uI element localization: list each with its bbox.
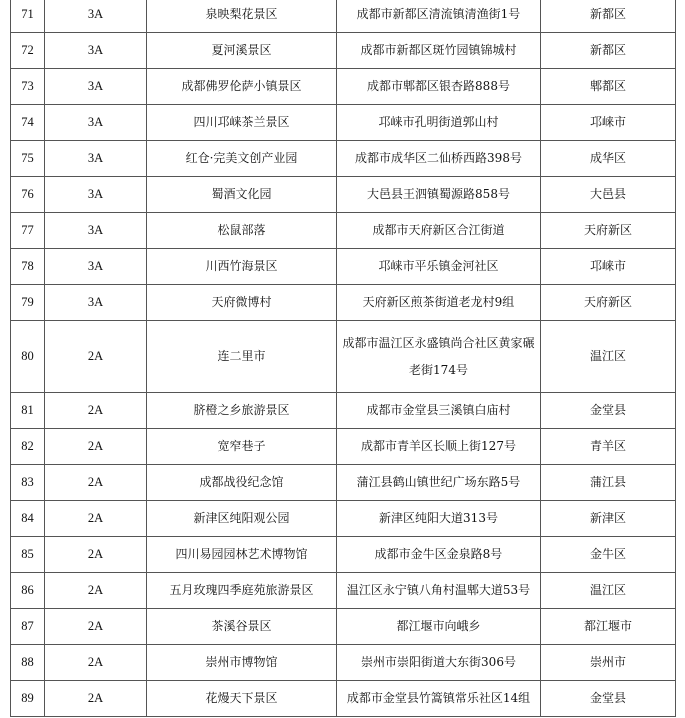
row-district: 新津区 [541,501,676,537]
row-name: 新津区纯阳观公园 [147,501,337,537]
row-level: 2A [45,393,147,429]
row-name: 连二里市 [147,321,337,393]
table-row [11,69,676,105]
row-name: 崇州市博物馆 [147,645,337,681]
row-level: 3A [45,177,147,213]
row-district: 崇州市 [541,645,676,681]
row-address: 成都市青羊区长顺上街127号 [337,429,541,465]
row-name: 松鼠部落 [147,213,337,249]
row-address: 成都市金牛区金泉路8号 [337,537,541,573]
row-district: 大邑县 [541,177,676,213]
table-row [11,609,676,645]
row-address: 成都市成华区二仙桥西路398号 [337,141,541,177]
table-row [11,537,676,573]
row-number: 75 [11,141,45,177]
row-name: 五月玫瑰四季庭苑旅游景区 [147,573,337,609]
row-district: 都江堰市 [541,609,676,645]
row-address: 天府新区煎茶街道老龙村9组 [337,285,541,321]
row-name: 泉映梨花景区 [147,0,337,33]
table-row [11,681,676,717]
table-row [11,249,676,285]
row-name: 成都佛罗伦萨小镇景区 [147,69,337,105]
table-row [11,645,676,681]
row-name: 川西竹海景区 [147,249,337,285]
row-district: 金牛区 [541,537,676,573]
row-number: 79 [11,285,45,321]
row-number: 72 [11,33,45,69]
row-name: 四川邛崃茶兰景区 [147,105,337,141]
row-district: 金堂县 [541,681,676,717]
row-number: 80 [11,321,45,393]
row-level: 3A [45,285,147,321]
row-level: 3A [45,141,147,177]
row-address: 成都市天府新区合江街道 [337,213,541,249]
row-name: 红仓·完美文创产业园 [147,141,337,177]
row-district: 成华区 [541,141,676,177]
table-row [11,465,676,501]
row-address: 成都市金堂县竹篙镇常乐社区14组 [337,681,541,717]
table-row [11,177,676,213]
row-name: 四川易园园林艺术博物馆 [147,537,337,573]
row-number: 86 [11,573,45,609]
row-number: 71 [11,0,45,33]
row-level: 3A [45,105,147,141]
table-row [11,105,676,141]
row-level: 3A [45,249,147,285]
row-address: 成都市新都区清流镇清渔街1号 [337,0,541,33]
table-row [11,141,676,177]
row-address: 新津区纯阳大道313号 [337,501,541,537]
row-district: 邛崃市 [541,249,676,285]
row-district: 蒲江县 [541,465,676,501]
row-district: 天府新区 [541,285,676,321]
row-number: 84 [11,501,45,537]
row-level: 2A [45,681,147,717]
row-address: 邛崃市孔明街道郭山村 [337,105,541,141]
row-address: 温江区永宁镇八角村温郫大道53号 [337,573,541,609]
row-number: 74 [11,105,45,141]
row-address: 邛崃市平乐镇金河社区 [337,249,541,285]
row-name: 茶溪谷景区 [147,609,337,645]
row-district: 温江区 [541,321,676,393]
scenic-spot-table [10,0,676,717]
row-number: 73 [11,69,45,105]
row-address: 崇州市崇阳街道大东街306号 [337,645,541,681]
row-district: 金堂县 [541,393,676,429]
row-number: 88 [11,645,45,681]
row-address: 蒲江县鹤山镇世纪广场东路5号 [337,465,541,501]
row-number: 85 [11,537,45,573]
row-address: 成都市温江区永盛镇尚合社区黄家碾老街174号 [337,321,541,393]
row-level: 2A [45,645,147,681]
row-address: 大邑县王泗镇蜀源路858号 [337,177,541,213]
row-name: 蜀酒文化园 [147,177,337,213]
row-district: 青羊区 [541,429,676,465]
row-address: 都江堰市向峨乡 [337,609,541,645]
row-level: 2A [45,321,147,393]
row-address: 成都市郫都区银杏路888号 [337,69,541,105]
table-row [11,213,676,249]
row-address: 成都市金堂县三溪镇白庙村 [337,393,541,429]
table-row [11,321,676,393]
row-number: 76 [11,177,45,213]
row-level: 2A [45,501,147,537]
row-name: 脐橙之乡旅游景区 [147,393,337,429]
row-number: 81 [11,393,45,429]
row-name: 花熳天下景区 [147,681,337,717]
row-level: 3A [45,69,147,105]
table-body [11,0,676,717]
row-name: 宽窄巷子 [147,429,337,465]
row-number: 77 [11,213,45,249]
table-row [11,429,676,465]
row-district: 邛崃市 [541,105,676,141]
row-level: 3A [45,213,147,249]
row-number: 89 [11,681,45,717]
table-row [11,33,676,69]
table-row [11,501,676,537]
row-number: 78 [11,249,45,285]
row-level: 2A [45,429,147,465]
row-level: 2A [45,537,147,573]
row-level: 3A [45,0,147,33]
row-address: 成都市新都区斑竹园镇锦城村 [337,33,541,69]
row-district: 温江区 [541,573,676,609]
row-number: 82 [11,429,45,465]
row-number: 83 [11,465,45,501]
table [10,0,676,717]
row-number: 87 [11,609,45,645]
row-district: 新都区 [541,33,676,69]
row-level: 2A [45,609,147,645]
table-row [11,393,676,429]
table-row [11,573,676,609]
row-level: 2A [45,465,147,501]
table-row [11,285,676,321]
row-name: 成都战役纪念馆 [147,465,337,501]
row-district: 天府新区 [541,213,676,249]
row-district: 新都区 [541,0,676,33]
row-district: 郫都区 [541,69,676,105]
row-level: 2A [45,573,147,609]
row-level: 3A [45,33,147,69]
row-name: 夏河溪景区 [147,33,337,69]
row-name: 天府微博村 [147,285,337,321]
table-row [11,0,676,33]
